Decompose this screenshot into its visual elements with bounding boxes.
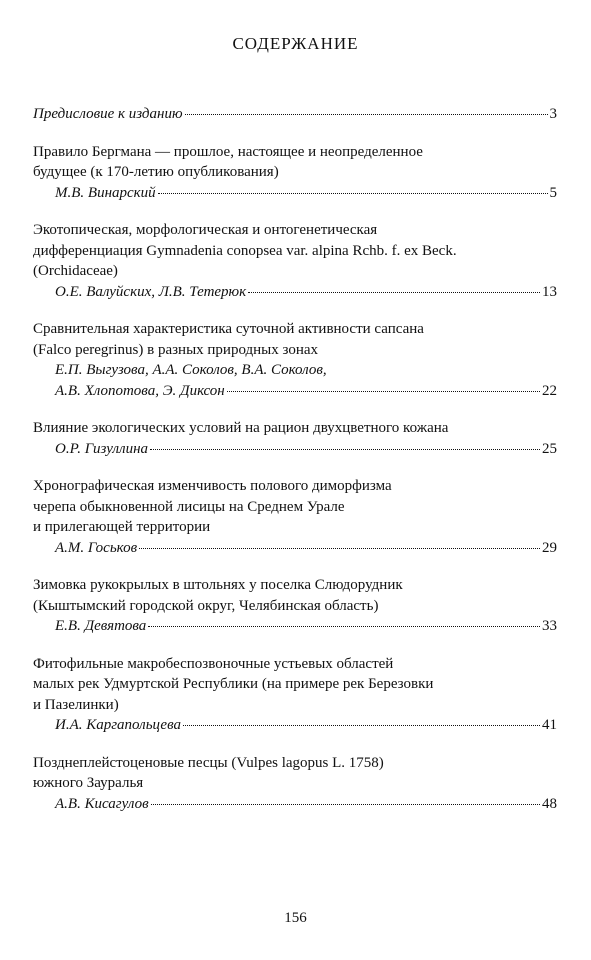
toc-preface-line: [33, 104, 557, 125]
toc-entry: [33, 753, 557, 815]
toc-entry-authors: О.Е. Валуйских, Л.В. Тетерюк: [55, 283, 247, 300]
toc-page-ref: 48: [542, 795, 557, 812]
dot-leader: [185, 114, 548, 115]
dot-leader: [183, 725, 540, 726]
toc-entry-title-line: Хронографическая изменчивость полового диморфизма: [33, 478, 392, 494]
toc-entry-authors: И.А. Каргапольцева: [55, 717, 181, 733]
toc-entry-title-line: Влияние экологических условий на рацион двухцветного кожана: [33, 420, 449, 436]
toc-entry-title-line: и прилегающей территории: [33, 519, 211, 535]
toc-page-ref: 29: [542, 539, 557, 556]
toc-entry-authors: М.В. Винарский: [55, 184, 156, 201]
toc-entry-title-line: южного Зауралья: [33, 775, 144, 791]
toc-entry-title-line: (Falco peregrinus) в разных природных зонах: [33, 341, 319, 358]
toc-page-ref: 33: [542, 618, 557, 634]
dot-leader: [248, 292, 540, 293]
toc-entry-author-leader-line: [33, 282, 557, 303]
toc-entry: [33, 418, 557, 459]
table-of-contents: [33, 104, 557, 831]
toc-entry-author-leader-line: [33, 715, 557, 736]
toc-entry-authors: О.Р. Гизуллина: [55, 440, 149, 457]
dot-leader: [150, 449, 540, 450]
toc-entry-author-leader-line: [33, 381, 557, 402]
toc-entry: [33, 476, 557, 558]
toc-entry-title-line: (Кыштымский городской округ, Челябинская область): [33, 597, 379, 614]
page-number: 156: [284, 910, 307, 926]
toc-entry: [33, 142, 557, 204]
toc-entry-authors: А.М. Госьков: [55, 539, 138, 556]
toc-entry-author-leader-line: [33, 183, 557, 204]
dot-leader: [139, 548, 540, 549]
toc-entry-title-line: и Пазелинки): [33, 696, 119, 713]
toc-entry-author-leader-line: [33, 538, 557, 559]
toc-entry-author-leader-line: [33, 794, 557, 815]
toc-entry-authors: Е.В. Девятова: [55, 618, 147, 634]
toc-entry-title-line: будущее (к 170-летию опубликования): [33, 164, 279, 180]
dot-leader: [151, 804, 540, 805]
toc-entry: [33, 654, 557, 736]
toc-entry-author-leader-line: [33, 439, 557, 460]
toc-entry-title-line: Позднеплейстоценовые песцы (Vulpes lagopus L. 1758): [33, 754, 384, 771]
toc-entry-author-leader-line: [33, 616, 557, 637]
toc-entry-title-line: малых рек Удмуртской Республики (на примере рек Березовки: [33, 676, 434, 692]
contents-heading: СОДЕРЖАНИЕ: [232, 34, 359, 53]
dot-leader: [227, 391, 540, 392]
toc-entry-title-line: Правило Бергмана — прошлое, настоящее и неопределенное: [33, 143, 423, 160]
toc-page-ref: 3: [549, 106, 557, 122]
toc-entry-title-line: черепа обыкновенной лисицы на Среднем Урале: [33, 498, 345, 515]
toc-entry-title-line: Сравнительная характеристика суточной активности сапсана: [33, 321, 424, 337]
toc-page-ref: 13: [542, 283, 557, 300]
toc-entry-title-line: Зимовка рукокрылых в штольнях у поселка Слюдорудник: [33, 577, 403, 593]
toc-entry-preface: [33, 104, 557, 125]
toc-entry: [33, 220, 557, 302]
toc-entry-title-line: Фитофильные макробеспозвоночные устьевых областей: [33, 655, 394, 672]
toc-page-ref: 41: [542, 717, 557, 733]
dot-leader: [158, 193, 548, 194]
toc-entry-authors: А.В. Кисагулов: [55, 795, 149, 812]
toc-page-ref: 5: [549, 184, 557, 201]
toc-entry: [33, 575, 557, 637]
toc-entry-authors-line: Е.П. Выгузова, А.А. Соколов, В.А. Соколов,: [55, 362, 327, 378]
toc-entry: [33, 319, 557, 401]
toc-preface-title: Предисловие к изданию: [33, 106, 183, 122]
toc-entries: [33, 142, 557, 815]
toc-entry-title-line: дифференциация Gymnadenia conopsea var. alpina Rchb. f. ex Beck.: [33, 242, 457, 259]
toc-page-ref: 25: [542, 440, 557, 457]
dot-leader: [148, 626, 540, 627]
toc-entry-title-line: Экотопическая, морфологическая и онтогенетическая: [33, 222, 378, 238]
toc-entry-title-line: (Orchidaceae): [33, 263, 118, 279]
toc-entry-authors: А.В. Хлопотова, Э. Диксон: [55, 382, 225, 399]
toc-page-ref: 22: [542, 382, 557, 399]
